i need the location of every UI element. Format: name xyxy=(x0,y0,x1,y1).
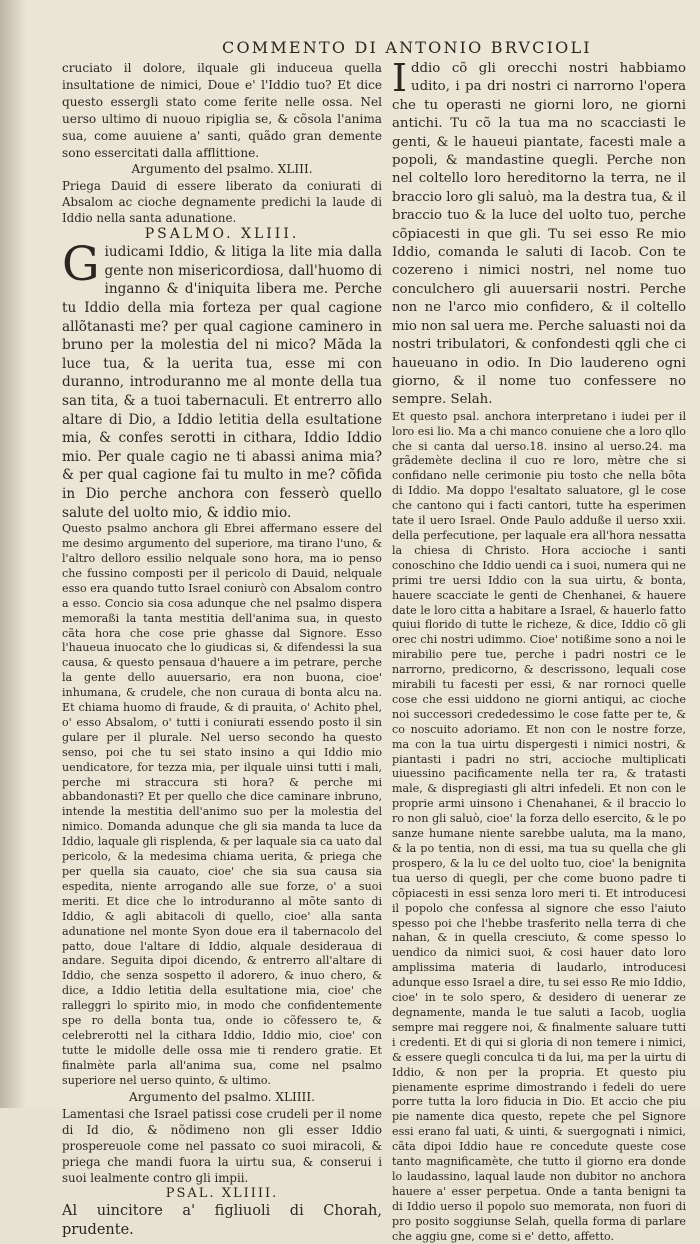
left-column xyxy=(62,60,382,1239)
psalm-43-text xyxy=(62,237,382,522)
psalm-title-43: PSALMO. XLIII. xyxy=(144,226,300,243)
psalm-title-44: PSAL. XLIIII. xyxy=(165,1185,279,1201)
right-column xyxy=(392,56,686,1243)
psalm-44-text xyxy=(392,56,686,410)
gutter-shadow xyxy=(0,0,26,1108)
commentary-44: Et questo psal. anchora interpretano i iudei per il loro esi lio. Ma a chi manco conuiene che a loro qllo che si canta dal uerso.18. insino al uerso.24. ma grãdemète declina il cuo re loro, mètre che si confidano nelle cerimonie piu tosto che nella bõta di Iddio. Ma doppo l'esaltato saluatore, gl le cose che cantono qui i facti cantori, tutte ha esperimen tate il uero Israel. Onde Paulo adduße il uerso xxii. della perfecutione, per laquale era all'hora nessatta la chiesa di Christo. Hora accioche i santi conoschino che Iddio uendi ca i suoi, numera qui ne primi tre uersi Iddio con la sua uirtu, & bonta, hauere scacciate le genti de Chenhanei, & hauere date le loro citta a habitare a Israel, & hauerlo fatto quiui florido di tutte le richeze, & dice, Iddio cõ gli orec chi nostri udimmo. Cioe' notißime sono a noi le mirabilio pere tue, perche i padri nostri ce le narrorno, predicorno, & descrissono, lequali cose mirabili tu facesti per essi, & nar rornoci quelle cose che essi uiddono ne giorni antiqui, ac cioche noi successori crededessimo le cose fatte per te, & co noscuito adoriamo. Et non con le nostre forze, ma con la tua uirtu dispergesti i nimici nostri, & piantasti i padri no stri, accioche multiplicati uiuessino pacificamente nella ter ra, & tratasti male, & dispregiasti gli altri infedeli. Et non con le proprie armi uinsono i Chenahanei, & il braccio lo ro non gli saluò, cioe' la forza dello esercito, & le po sanze humane niente sarebbe ualuta, ma la mano, & la po tentia, non di essi, ma tua su quella che gli prospero, & la lu ce del uolto tuo, cioe' la benignita tua uerso di quegli, per che come buono padre ti cõpiacesti in essi senza loro meri ti. Et introducesi il popolo che confessa al signore che esso l'aiuto spesso poi che l'hebbe trasferito nella terra di che nahan, & in quella cresciuto, & come spesso lo uendico da nimici suoi, & cosi hauer dato loro amplissima materia di laudarlo, introducesi adunque esso Israel a dire, tu sei esso Re mio Iddio, cioe' in te solo spero, & desidero di uenerar ze degnamente, manda le tue saluti a Iacob, uoglia sempre mai reggere noi, & finalmente saluare tutti i credenti. Et di qui si gloria di non temere i nimici, & essere quegli conculca ti da lui, ma per la uirtu di Iddio, & non per la propria. Et questo piu pienamente esprime dimostrando i fedeli do uere porre tutta la loro fiducia in Dio. Et accio che piu pie namente dica questo, repete che pel Signore essi erano fal uati, & uinti, & suergognati i nimici, cãta dipoi Iddio haue re concedute queste cose tanto magnificamète, che tutto il giorno era donde lo laudassino, laqual laude non dubitor no anchora hauere a' esser perpetua. Onde a tanta benigni ta di Iddio uerso il popolo suo memorata, non fuori di pro posito soggiunse Selah, quella forma di parlare che aggiu gne, come si e' detto, affetto. xyxy=(392,409,686,1243)
running-header: COMMENTO DI ANTONIO BRVCIOLI xyxy=(222,38,592,57)
psalm-43-body: iudicami Iddio, & litiga la lite mia dalla gente non misericordiosa, dall'huomo di inganno & d'iniquita libera me. Perche tu Iddio della mia forteza per qual cagione allõtanasti me? per qual cagione caminero in bruno per la molestia del ni mico? Mãda la luce tua, & la uerita tua, esse mi con duranno, introduranno me al monte della tua san tita, & a tuoi tabernaculi. Et entrerro allo altare di Dio, a Iddio letitia della esultatione mia, & confes serotti in cithara, Iddio Iddio mio. Per quale cagio ne ti abassi anima mia? & per qual cagione fai tu multo in me? cõfida in Dio perche anchora con fesserò quello salute del uolto mio, & iddio mio. xyxy=(62,244,382,521)
drop-cap-g: G xyxy=(62,237,100,293)
psalm-44-body: ddio cõ gli orecchi nostri habbiamo udito, i pa dri nostri ci narrorno l'opera che tu operasti ne giorni loro, ne giorni antichi. Tu cõ la tua ma no scacciasti le genti, & le haueui piantate, facesti male a popoli, & mandastine quegli. Perche non nel coltello loro hereditorno la terra, ne il braccio loro gli saluò, ma la destra tua, & il braccio tuo & la luce del uolto tuo, perche cõpiacesti in que gli. Tu sei esso Re mio Iddio, comanda le saluti di Iacob. Con te cozereno i nimici nostri, nel nome tuo conculchero gli auuersarii nostri. Perche non ne l'arco mio confidero, & il coltello mio non sal uera me. Perche saluasti noi da nostri tribulatori, & confondesti qgli che ci haueuano in odio. In Dio laudereno ogni giorno, & il nome tuo confessere no sempre. Selah. xyxy=(392,61,686,408)
intro-paragraph: cruciato il dolore, ilquale gli induceua quella insultatione de nimici, Doue e' l'Iddio tuo? Et dice questo essergli stato come ferite nelle ossa. Nel uerso ultimo di nuouo ripiglia se, & cõsola l'anima sua, come auuiene a' santi, quãdo gran demente sono essercitati dalla afflittione. xyxy=(62,61,382,160)
commentary-43: Questo psalmo anchora gli Ebrei affermano essere del me desimo argumento del superiore, ma tirano l'uno, & l'altro delloro essilio nelquale sono hora, ma io penso che fussino composti per il pericolo di Dauid, nelquale esso era quando tutto Israel coniurò con Absalom contro a esso. Concio sia cosa adunque che nel psalmo dispera memoraßi la tanta mestitia dell'anima sua, in questo cãta hora che cose prie ghasse dal Signore. Esso l'haueua inuocato che lo giudicas si, & difendessi la sua causa, & questo pensaua d'hauere a im petrare, perche la gente dello auuersario, era non buona, cioe' inhumana, & crudele, che non curaua di bonta alcu na. Et chiama huomo di fraude, & di prauita, o' Achito phel, o' esso Absalom, o' tutti i coniurati essendo posto il sin gulare per il plurale. Nel uerso secondo ha questo senso, poi che tu sei stato insino a qui Iddio mio uendicatore, for tezza mia, per ilquale uinsi tutti i mali, perche mi straccura sti hora? & perche mi abbandonasti? Et per quello che dice caminare inbruno, intende la mestitia dell'animo suo per la molestia del nimico. Domanda adunque che gli sia manda ta luce da Iddio, laquale gli risplenda, & per laquale sia ca uato dal pericolo, & la medesima chiama uerita, & priega che per quella sia cauato, cioe' che sia sua causa sia espedita, niente arrogando alle sue forze, o' a suoi meriti. Et dice che lo introduranno al mõte santo di Iddio, & agli abitacoli di quello, cioe' alla santa adunatione nel monte Syon doue era il tabernacolo del patto, doue l'altare di Iddio, alquale desideraua di andare. Seguita dipoi dicendo, & entrerro all'altare di Iddio, che senza sospetto il adorero, & inuo chero, & dice, a Iddio letitia della esultatione mia, cioe' che ralleggri lo spirito mio, in modo che confidentemente spe ro della bonta tua, onde io cõfessero te, & celebrerotti nel la cithara Iddio, Iddio mio, cioe' con tutte le midolle delle ossa mie ti rendero gratie. Et finalmète parla all'anima sua, come nel psalmo superiore nel uerso quinto, & ultimo. xyxy=(62,522,382,1087)
argument-title-43: Argumento del psalmo. XLIII. xyxy=(131,162,313,177)
text-columns xyxy=(62,56,686,1243)
argument-text-44: Lamentasi che Israel patissi cose crudeli per il nome di Id dio, & nõdimeno non gli esser Iddio prospereuole come nel passato co suoi miracoli, & priega che mandi fuora la uirtu sua, & conserui i suoi lealmente contro gli impii. xyxy=(62,1106,382,1185)
drop-cap-i: I xyxy=(392,56,408,100)
argument-text-43: Priega Dauid di essere liberato da coniurati di Absalom ac cioche degnamente predichi la laude di Iddio nella santa adunatione. xyxy=(62,179,382,226)
psalm-44-superscription: Al uincitore a' figliuoli di Chorah, prudente. xyxy=(62,1203,382,1239)
argument-title-44: Argumento del psalmo. XLIIII. xyxy=(129,1089,315,1104)
